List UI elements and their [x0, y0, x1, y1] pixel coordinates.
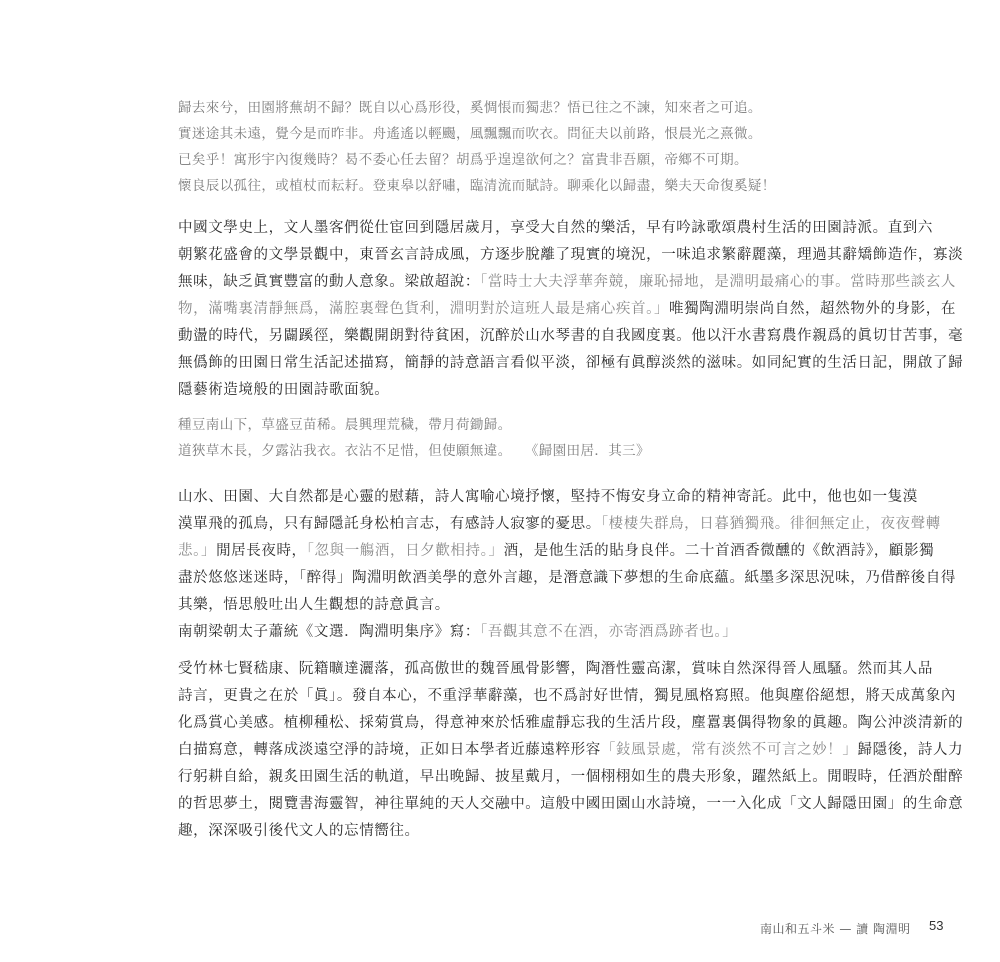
text-segment: 行躬耕自給，親炙田園生活的軌道，早出晚歸、披星戴月，一個栩栩如生的農夫形象，躍然紙上。閒暇時，任酒於酣醉: [178, 769, 964, 785]
text-segment: 漠單飛的孤鳥，只有歸隱託身松柏言志，有感詩人寂寥的憂思。: [178, 516, 601, 532]
text-segment: 無僞飾的田園日常生活記述描寫，簡靜的詩意語言看似平淡，卻極有眞醇淡然的滋味。如同紀實的生活日記，開啟了歸: [178, 355, 964, 371]
paragraph-line: [178, 818, 898, 845]
quote-lone-bird: 悲。」: [178, 543, 217, 559]
poem-line: [178, 438, 878, 464]
text-segment: 酒，是他生活的貼身良伴。二十首酒香微醺的《飲酒詩》，顧影獨: [503, 543, 935, 559]
paragraph-wine-and-solitude: [178, 484, 956, 646]
paragraph-authenticity: [178, 656, 964, 845]
poem-citation: 《歸園田居．其三》: [531, 443, 650, 459]
paragraph-line: [178, 377, 898, 404]
paragraph-line: [178, 269, 956, 296]
paragraph-line: [178, 656, 933, 683]
text-segment: 南朝梁朝太子蕭統《文選．陶淵明集序》寫：: [178, 624, 480, 640]
quote-xiao-tong: 「吾觀其意不在酒，亦寄酒爲跡者也。」: [480, 624, 738, 640]
text-segment: 化爲賞心美感。植柳種松、採菊賞鳥，得意神來於恬雅虛靜忘我的生活片段，塵囂裏偶得物象的眞趣。陶公沖淡清新的: [178, 715, 964, 731]
text-segment: 隱藝術造境般的田園詩歌面貌。: [178, 382, 390, 398]
text-segment: 盡於悠悠迷迷時，「醉得」陶淵明飲酒美學的意外言趣，是潛意識下夢想的生命底蘊。紙墨多深思況味，乃借醉後自得: [178, 570, 956, 586]
quote-kondo: 「鈙風景處，常有淡然不可言之妙！」: [600, 742, 858, 758]
poem-line: 種豆南山下，草盛豆苗稀。晨興理荒穢，帶月荷鋤歸。: [178, 417, 512, 433]
paragraph-line: [178, 484, 918, 511]
paragraph-line: [178, 592, 898, 619]
paragraph-line: [178, 764, 964, 791]
poem-line: 懷良辰以孤往，或植杖而耘耔。登東皋以舒嘯，臨清流而賦詩。聊乘化以歸盡，樂夫天命復奚疑！: [178, 178, 776, 194]
quote-liang-qichao: 「當時士大夫浮華奔競，廉恥掃地，是淵明最痛心的事。當時那些談玄人: [480, 274, 956, 290]
paragraph-line: [178, 683, 956, 710]
quote-lone-bird: 「棲棲失群鳥，日暮猶獨飛。徘徊無定止，夜夜聲轉: [600, 516, 941, 532]
poem-line: 實迷途其未遠，覺今是而昨非。舟遙遙以輕颺，風飄飄而吹衣。問征夫以前路，恨晨光之熹微。: [178, 126, 762, 142]
text-segment: 趣，深深吸引後代文人的忘情嚮往。: [178, 823, 420, 839]
poem-return-home: [178, 95, 878, 199]
poem-fields-and-gardens: [178, 412, 878, 464]
paragraph-line: [178, 710, 964, 737]
paragraph-line: [178, 296, 956, 323]
text-segment: 詩言，更貴之在於「眞」。發自本心，不重浮華辭藻，也不爲討好世情，獨見風格寫照。他與塵俗絕想，將天成萬象內: [178, 688, 956, 704]
text-segment: 的哲思夢土，閱覽書海靈智，神往單純的天人交融中。這般中國田園山水詩境，一一入化成「文人歸隱田園」的生命意: [178, 796, 964, 812]
paragraph-line: [178, 619, 898, 646]
paragraph-line: [178, 511, 941, 538]
page-number: 53: [929, 918, 944, 933]
paragraph-line: [178, 565, 956, 592]
quote-cup-of-wine: 「忽與一觴酒，日夕歡相持。」: [306, 543, 504, 559]
text-segment: 中國文學史上，文人墨客們從仕宦回到隱居歲月，享受大自然的樂活，早有吟詠歌頌農村生活的田園詩派。直到六: [178, 220, 933, 236]
text-segment: 唯獨陶淵明崇尚自然，超然物外的身影，在: [669, 301, 956, 317]
running-title: 南山和五斗米 — 讀 陶淵明: [760, 922, 911, 936]
text-segment: 受竹林七賢嵇康、阮籍曠達灑落，孤高傲世的魏晉風骨影響，陶潛性靈高潔，賞味自然深得晉人風騷。然而其人品: [178, 661, 933, 677]
text-segment: 道狹草木長，夕露沾我衣。衣沾不足惜，但使願無違。: [178, 443, 512, 459]
paragraph-line: [178, 215, 933, 242]
paragraph-line: [178, 350, 964, 377]
paragraph-literary-history: [178, 215, 964, 404]
paragraph-line: [178, 538, 935, 565]
text-segment: 動盪的時代，另闢蹊徑，樂觀開朗對待貧困，沉醉於山水琴書的自我國度裏。他以汗水書寫農作親爲的眞切甘苦事，毫: [178, 328, 964, 344]
text-segment: 白描寫意，轉落成淡遠空淨的詩境，正如日本學者近藤遠粹形容: [178, 742, 601, 758]
paragraph-line: [178, 737, 964, 764]
paragraph-line: [178, 791, 964, 818]
paragraph-line: [178, 323, 964, 350]
poem-line: 已矣乎！寓形宇內復幾時？曷不委心任去留？胡爲乎遑遑欲何之？富貴非吾願，帝鄉不可期。: [178, 152, 748, 168]
text-segment: 朝繁花盛會的文學景觀中，東晉玄言詩成風，方逐步脫離了現實的境況，一味追求繁辭麗藻，理過其辭矯飾造作，寡淡: [178, 247, 964, 263]
paragraph-line: [178, 242, 964, 269]
text-segment: 山水、田園、大自然都是心靈的慰藉，詩人寓喻心境抒懷，堅持不悔安身立命的精神寄託。此中，他也如一隻漠: [178, 489, 918, 505]
quote-liang-qichao: 物，滿嘴裏清靜無爲，滿腔裏聲色貨利，淵明對於這班人最是痛心疾首。」: [178, 301, 670, 317]
text-segment: 其樂，悟思般吐出人生觀想的詩意眞言。: [178, 597, 450, 613]
poem-line: 歸去來兮，田園將蕪胡不歸？既自以心爲形役，奚惆悵而獨悲？悟已往之不諫，知來者之可追。: [178, 100, 762, 116]
text-segment: 閒居長夜時，: [216, 543, 307, 559]
text-segment: 歸隱後，詩人力: [857, 742, 964, 758]
text-segment: 無味，缺乏眞實豐富的動人意象。梁啟超說：: [178, 274, 480, 290]
